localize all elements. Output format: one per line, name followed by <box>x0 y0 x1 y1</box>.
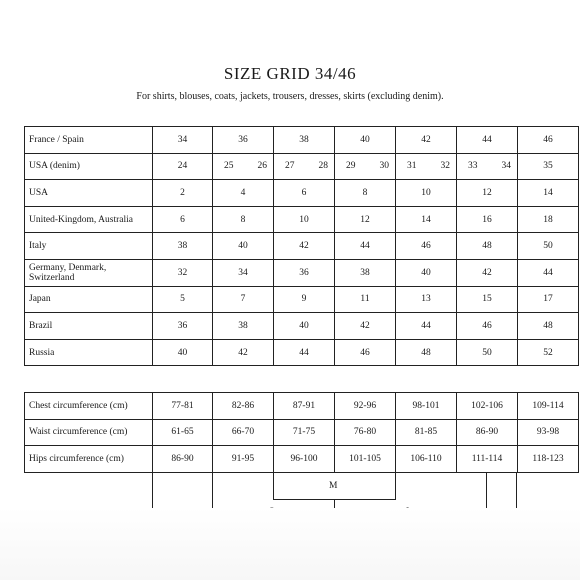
size-cell: 42 <box>274 233 335 260</box>
size-cell: 44 <box>518 259 579 286</box>
row-label: Waist circumference (cm) <box>25 419 153 446</box>
size-cell: 35 <box>518 153 579 180</box>
row-label: United-Kingdom, Australia <box>25 206 153 233</box>
size-cell: 42 <box>213 339 274 366</box>
conversion-row <box>25 233 579 260</box>
bracket-line <box>152 472 153 512</box>
conversion-row <box>25 259 579 286</box>
bracket-line <box>212 472 213 512</box>
size-cell: 2 <box>153 180 213 207</box>
size-cell: 66-70 <box>213 419 274 446</box>
size-cell: 15 <box>457 286 518 313</box>
size-value: 25 <box>224 161 234 172</box>
bracket-line <box>273 499 396 500</box>
size-cell: 36 <box>274 259 335 286</box>
size-value: 27 <box>285 161 295 172</box>
size-cell: 61-65 <box>153 419 213 446</box>
size-cell: 40 <box>153 339 213 366</box>
size-cell: 52 <box>518 339 579 366</box>
size-cell: 12 <box>335 206 396 233</box>
row-label: Japan <box>25 286 153 313</box>
size-cell: 46 <box>335 339 396 366</box>
conversion-row <box>25 339 579 366</box>
size-conversion-table <box>24 126 579 366</box>
conversion-row <box>25 206 579 233</box>
size-cell: 11 <box>335 286 396 313</box>
size-cell: 46 <box>457 313 518 340</box>
size-cell: 109-114 <box>518 393 579 420</box>
size-cell: 44 <box>274 339 335 366</box>
size-cell: 24 <box>153 153 213 180</box>
size-cell: 96-100 <box>274 446 335 473</box>
size-cell: 5 <box>153 286 213 313</box>
letter-size-m: M <box>329 481 338 491</box>
row-label: Russia <box>25 339 153 366</box>
size-cell: 48 <box>396 339 457 366</box>
size-value: 33 <box>468 161 478 172</box>
size-cell: 34 <box>153 127 213 154</box>
bracket-line <box>273 472 274 499</box>
page-subtitle: For shirts, blouses, coats, jackets, trousers, dresses, skirts (excluding denim). <box>136 91 444 102</box>
size-cell: 9 <box>274 286 335 313</box>
size-cell: 92-96 <box>335 393 396 420</box>
size-cell: 38 <box>335 259 396 286</box>
size-cell: 82-86 <box>213 393 274 420</box>
size-cell: 44 <box>335 233 396 260</box>
size-cell <box>274 153 335 180</box>
bottom-fade <box>0 508 580 580</box>
page-title: SIZE GRID 34/46 <box>223 64 357 83</box>
row-label: Germany, Denmark, Switzerland <box>25 259 153 286</box>
size-cell: 8 <box>213 206 274 233</box>
size-cell: 81-85 <box>396 419 457 446</box>
size-value: 29 <box>346 161 356 172</box>
measurement-row <box>25 446 579 473</box>
size-cell: 48 <box>457 233 518 260</box>
size-cell: 36 <box>213 127 274 154</box>
size-cell: 91-95 <box>213 446 274 473</box>
conversion-row <box>25 153 579 180</box>
size-cell: 40 <box>274 313 335 340</box>
size-cell: 32 <box>153 259 213 286</box>
size-cell <box>457 153 518 180</box>
size-cell: 48 <box>518 313 579 340</box>
size-cell: 76-80 <box>335 419 396 446</box>
size-cell: 8 <box>335 180 396 207</box>
row-label: USA (denim) <box>25 153 153 180</box>
body-measurement-table <box>24 392 579 473</box>
measurement-row <box>25 419 579 446</box>
size-cell: 86-90 <box>153 446 213 473</box>
row-label: France / Spain <box>25 127 153 154</box>
size-cell: 111-114 <box>457 446 518 473</box>
size-cell <box>213 153 274 180</box>
size-value: 31 <box>407 161 417 172</box>
size-value: 30 <box>379 161 389 172</box>
size-cell: 34 <box>213 259 274 286</box>
size-cell: 106-110 <box>396 446 457 473</box>
size-cell: 13 <box>396 286 457 313</box>
size-cell: 50 <box>457 339 518 366</box>
size-cell: 46 <box>518 127 579 154</box>
size-value: 26 <box>257 161 267 172</box>
size-cell: 36 <box>153 313 213 340</box>
conversion-row <box>25 127 579 154</box>
size-cell: 118-123 <box>518 446 579 473</box>
size-cell: 4 <box>213 180 274 207</box>
size-cell: 6 <box>274 180 335 207</box>
bracket-line <box>516 472 517 512</box>
size-cell: 38 <box>153 233 213 260</box>
size-cell: 14 <box>518 180 579 207</box>
size-cell: 40 <box>335 127 396 154</box>
size-cell: 17 <box>518 286 579 313</box>
row-label: Italy <box>25 233 153 260</box>
size-cell: 7 <box>213 286 274 313</box>
size-cell <box>396 153 457 180</box>
size-cell: 12 <box>457 180 518 207</box>
size-cell: 42 <box>457 259 518 286</box>
size-cell: 77-81 <box>153 393 213 420</box>
size-cell: 44 <box>457 127 518 154</box>
row-label: Hips circumference (cm) <box>25 446 153 473</box>
size-cell: 6 <box>153 206 213 233</box>
conversion-row <box>25 286 579 313</box>
size-cell: 10 <box>274 206 335 233</box>
size-value: 32 <box>440 161 450 172</box>
row-label: Chest circumference (cm) <box>25 393 153 420</box>
row-label: USA <box>25 180 153 207</box>
conversion-row <box>25 313 579 340</box>
size-cell: 40 <box>213 233 274 260</box>
size-cell: 10 <box>396 180 457 207</box>
size-cell: 42 <box>335 313 396 340</box>
size-value: 28 <box>318 161 328 172</box>
bracket-line <box>486 472 487 512</box>
conversion-row <box>25 180 579 207</box>
size-cell: 14 <box>396 206 457 233</box>
size-cell: 38 <box>213 313 274 340</box>
size-cell: 46 <box>396 233 457 260</box>
size-cell: 101-105 <box>335 446 396 473</box>
size-cell: 50 <box>518 233 579 260</box>
bracket-line <box>395 472 396 499</box>
size-cell: 87-91 <box>274 393 335 420</box>
size-value: 34 <box>501 161 511 172</box>
size-cell: 40 <box>396 259 457 286</box>
size-cell: 86-90 <box>457 419 518 446</box>
size-cell <box>335 153 396 180</box>
size-cell: 42 <box>396 127 457 154</box>
size-cell: 18 <box>518 206 579 233</box>
size-cell: 44 <box>396 313 457 340</box>
row-label: Brazil <box>25 313 153 340</box>
size-cell: 38 <box>274 127 335 154</box>
measurement-row <box>25 393 579 420</box>
size-cell: 93-98 <box>518 419 579 446</box>
size-cell: 102-106 <box>457 393 518 420</box>
size-cell: 16 <box>457 206 518 233</box>
size-cell: 71-75 <box>274 419 335 446</box>
size-cell: 98-101 <box>396 393 457 420</box>
